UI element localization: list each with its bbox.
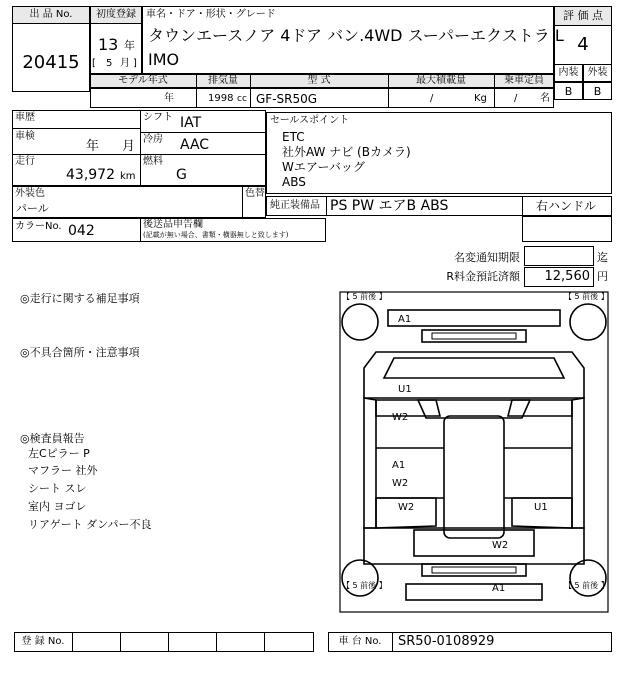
exterior-grade: B — [593, 85, 602, 98]
tire-front-left — [342, 304, 378, 340]
score-label: 評 価 点 — [563, 9, 603, 22]
equipment-value: PS PW エアB ABS — [330, 198, 449, 214]
tire-rear-right — [570, 560, 606, 596]
model-code: GF-SR50G — [256, 92, 318, 106]
color-no-value: 042 — [68, 223, 95, 239]
tire-label: 【 5 前後 】 — [564, 581, 609, 590]
max-load-sep: / — [430, 93, 434, 104]
inspection-month-unit: 月 — [122, 139, 136, 154]
damage-mark: A1 — [398, 314, 412, 325]
damage-mark: A1 — [392, 460, 406, 471]
interior-label: 内装 — [558, 67, 579, 78]
damage-mark: W2 — [392, 412, 409, 423]
name-change-unit: 迄 — [597, 251, 608, 264]
sales-point-item: Wエアーバッグ — [282, 160, 365, 174]
recycle-unit: 円 — [597, 270, 608, 283]
shift-label: シフト — [143, 112, 173, 123]
capacity-unit: 名 — [540, 93, 550, 104]
car-name-label: 車名・ドア・形状・グレード — [146, 9, 276, 20]
inspector-line: マフラー 社外 — [28, 464, 98, 477]
displacement-unit: cc — [237, 94, 247, 104]
inspector-line: シート スレ — [28, 482, 87, 495]
defects-heading: ◎不具合箇所・注意事項 — [20, 346, 140, 359]
tire-front-right — [570, 304, 606, 340]
color-label: 外装色 — [15, 188, 45, 199]
damage-mark: W2 — [492, 540, 509, 551]
tire-label: 【 5 前後 】 — [564, 292, 609, 301]
tire-label: 【 5 前後 】 — [342, 581, 387, 590]
history-label: 車歴 — [15, 112, 35, 123]
capacity-sep: / — [514, 93, 518, 104]
right-side — [572, 398, 584, 528]
lot-label: 出 品 No. — [29, 9, 73, 20]
ac-label: 冷房 — [143, 134, 163, 145]
car-name-line2: IMO — [148, 50, 180, 69]
inspection-label: 車検 — [15, 131, 35, 142]
left-side — [364, 398, 376, 528]
score-value: 4 — [577, 34, 589, 55]
recycle-value: 12,560 — [544, 269, 590, 284]
sales-point-item: 社外AW ナビ (Bカメラ) — [282, 145, 411, 159]
exterior-label: 外装 — [587, 67, 608, 78]
color-change-label: 色替 — [245, 188, 265, 199]
front-bumper — [388, 310, 560, 326]
driving-heading: ◎走行に関する補足事項 — [20, 292, 140, 305]
damage-mark: U1 — [534, 502, 548, 513]
interior-grade: B — [564, 85, 573, 98]
max-load-label: 最大積載量 — [416, 75, 466, 86]
capacity-label: 乗車定員 — [504, 75, 544, 86]
model-year-label: モデル年式 — [118, 75, 168, 86]
mail-label: 後送品申告欄 — [143, 219, 203, 230]
car-diagram — [336, 288, 612, 618]
mail-note: (記載が無い場合、書類・横器無しと致します) — [143, 231, 289, 239]
inspector-line: 左Cピラー P — [28, 447, 90, 460]
damage-mark: W2 — [398, 502, 415, 513]
model-year-unit: 年 — [164, 93, 174, 104]
month-unit: 月 — [120, 58, 130, 69]
lot-number: 20415 — [22, 52, 80, 73]
first-reg-month: 5 — [106, 58, 113, 69]
roof — [444, 416, 504, 538]
equipment-label: 純正装備品 — [270, 200, 320, 211]
fuel-value: G — [176, 167, 187, 183]
mileage-unit: km — [120, 171, 136, 182]
tire-rear-left — [342, 560, 378, 596]
front-body — [364, 352, 584, 398]
recycle-label: R料金預託済額 — [446, 270, 520, 283]
mileage-value: 43,972 — [66, 167, 115, 183]
rear-bumper — [406, 584, 542, 600]
first-reg-year: 13 — [98, 35, 119, 54]
inspection-year-unit: 年 — [86, 139, 100, 154]
roof-right — [508, 400, 572, 416]
chassis-value: SR50-0108929 — [398, 634, 495, 649]
max-load-unit: Kg — [474, 93, 487, 104]
car-name-line1: タウンエースノア 4ドア バン.4WD スーパーエクストラ L — [148, 26, 564, 45]
inspector-line: リアゲート ダンパー不良 — [28, 518, 152, 531]
rear-garnish — [422, 564, 526, 576]
reg-label: 登 録 No. — [21, 636, 65, 647]
year-unit: 年 — [124, 39, 135, 52]
displacement-label: 排気量 — [208, 75, 238, 86]
model-label: 型 式 — [307, 75, 331, 86]
mileage-label: 走行 — [15, 156, 35, 167]
inspector-heading: ◎検査員報告 — [20, 432, 85, 445]
color-value: パール — [16, 202, 49, 215]
fuel-label: 燃料 — [143, 156, 163, 167]
sales-point-item: ABS — [282, 175, 306, 189]
sales-point-item: ETC — [282, 130, 305, 144]
sales-points-label: セールスポイント — [270, 115, 350, 126]
rear-window — [414, 530, 534, 556]
rear-body — [364, 528, 584, 564]
shift-value: IAT — [180, 115, 202, 131]
damage-mark: A1 — [492, 583, 506, 594]
damage-mark: W2 — [392, 478, 409, 489]
name-change-label: 名変通知期限 — [454, 251, 520, 264]
displacement-value: 1998 — [208, 93, 234, 104]
color-no-label: カラーNo. — [15, 221, 62, 232]
tire-label: 【 5 前後 】 — [342, 292, 387, 301]
chassis-label: 車 台 No. — [338, 636, 382, 647]
handle-value: 右ハンドル — [536, 199, 597, 213]
first-reg-label: 初度登録 — [96, 9, 136, 20]
damage-mark: U1 — [398, 384, 412, 395]
ac-value: AAC — [180, 137, 210, 153]
front-grille — [422, 330, 526, 342]
inspector-line: 室内 ヨゴレ — [28, 500, 87, 513]
